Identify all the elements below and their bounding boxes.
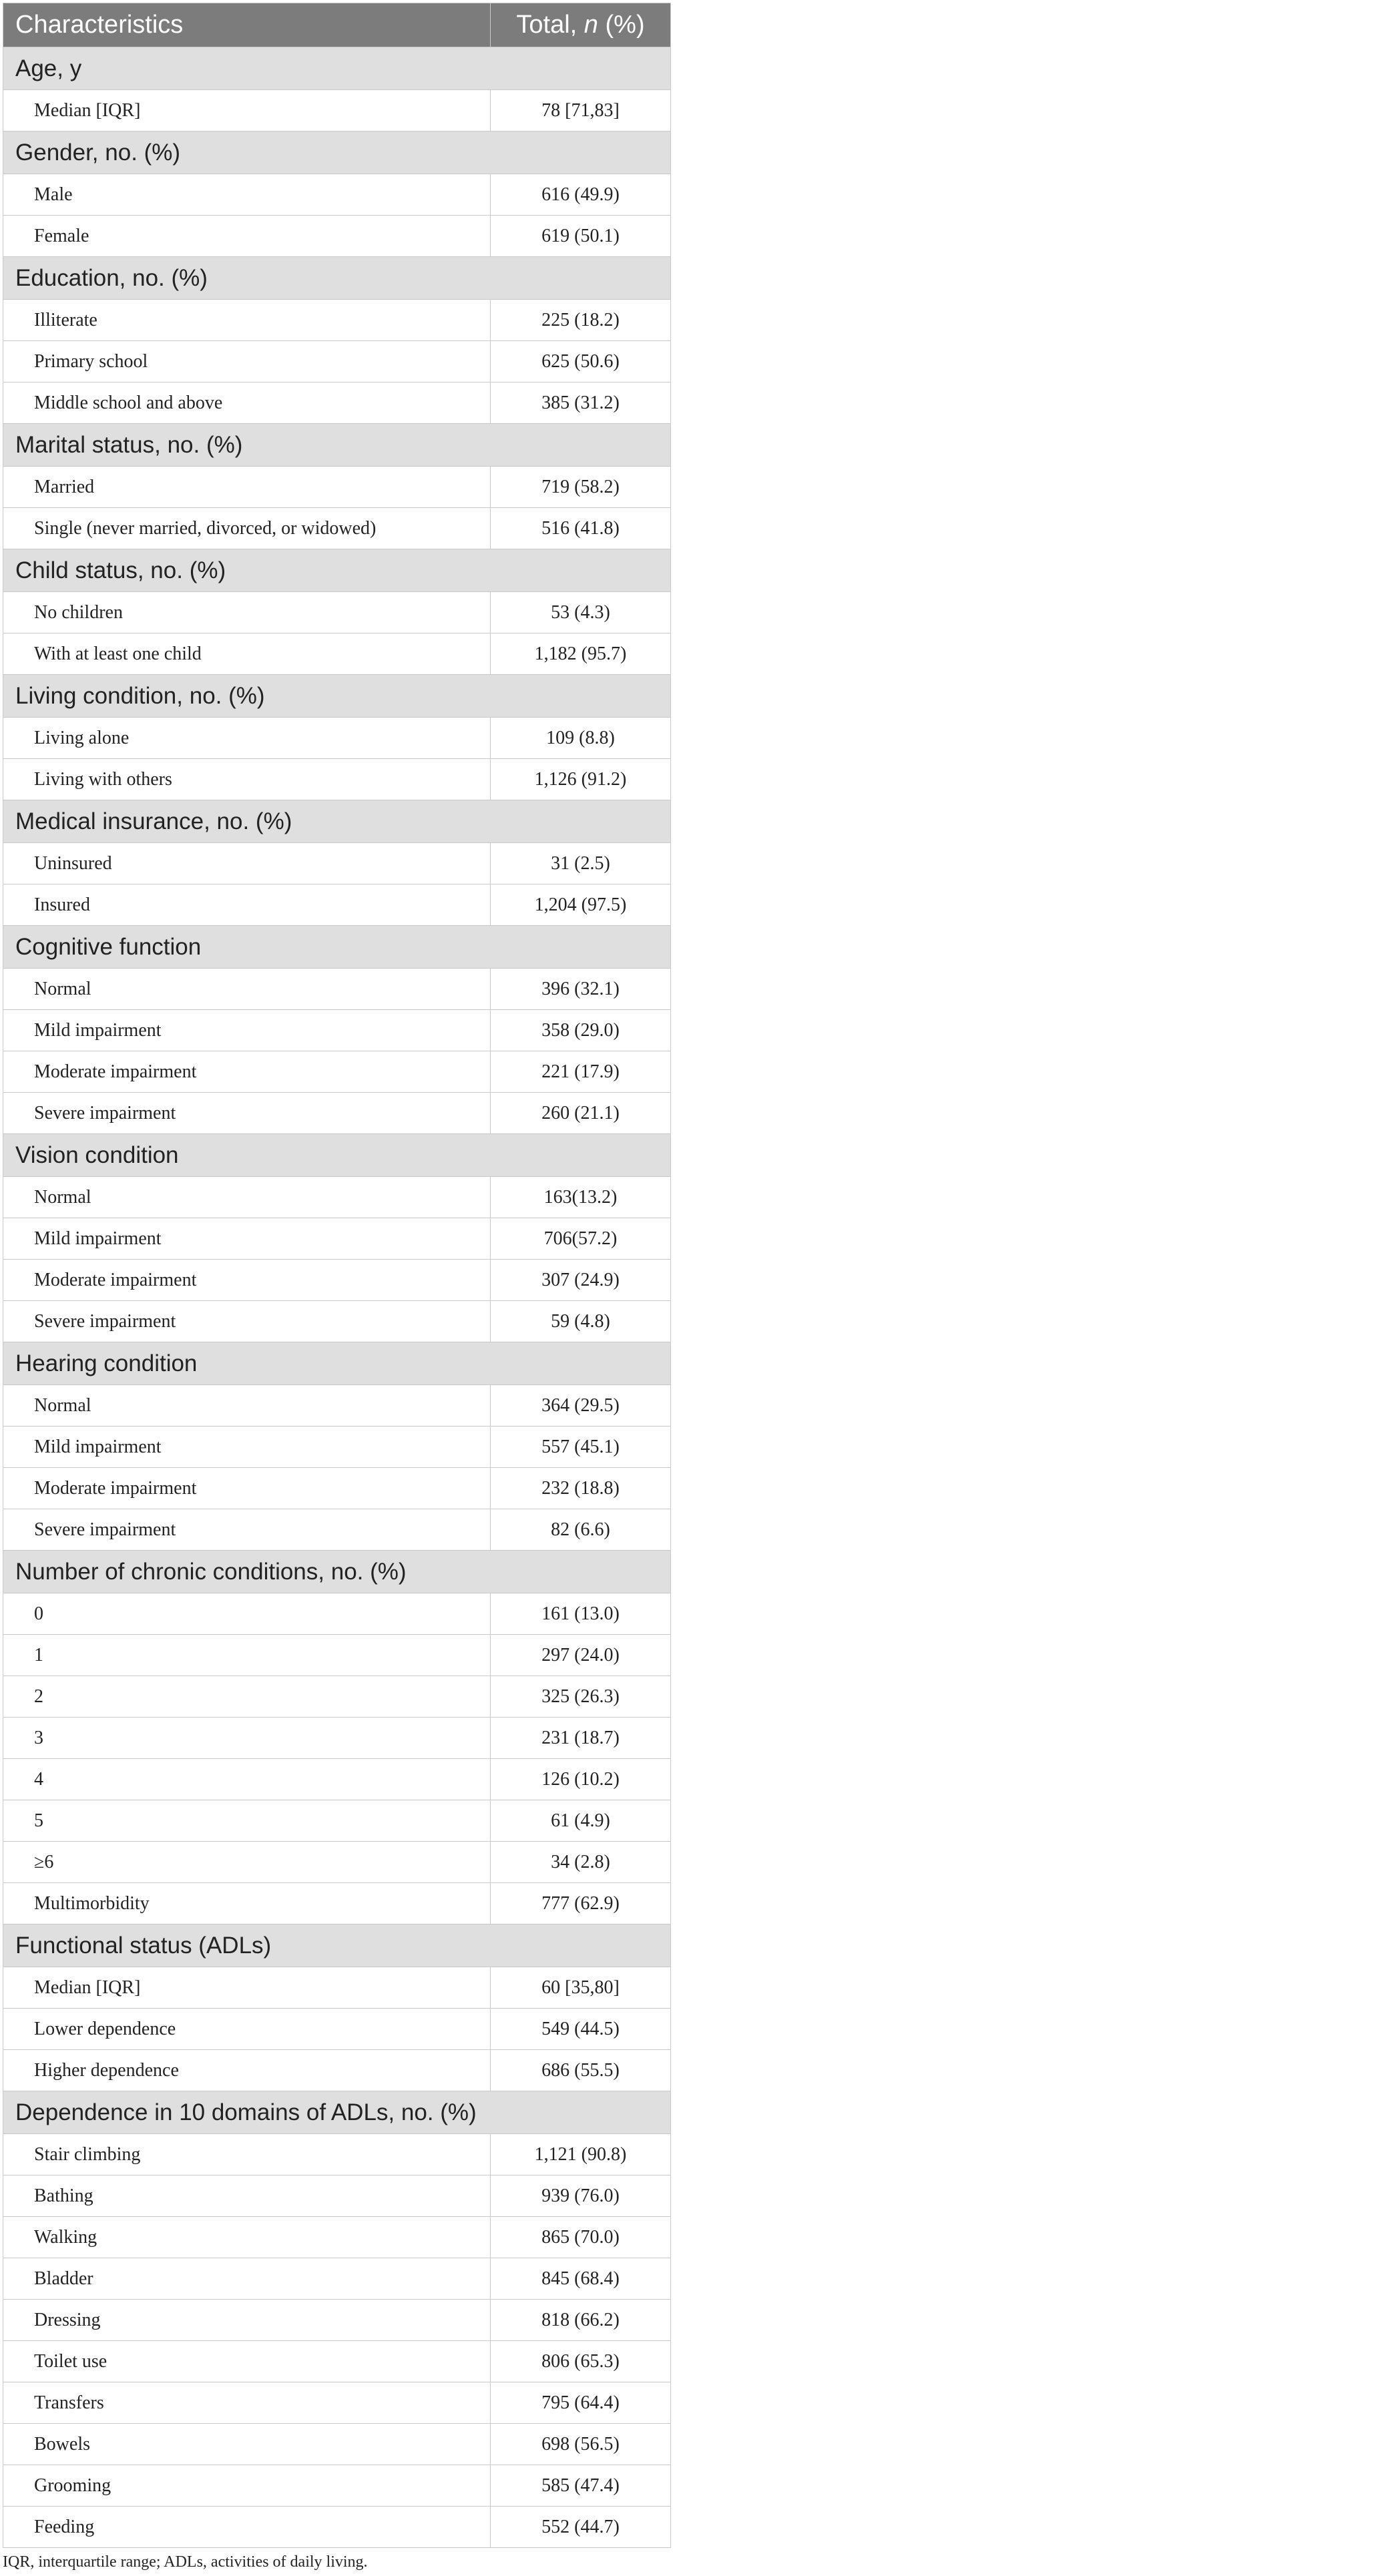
row-value: 34 (2.8) xyxy=(491,1842,671,1883)
table-footnote: IQR, interquartile range; ADLs, activities of daily living. xyxy=(3,2553,368,2571)
row-value: 297 (24.0) xyxy=(491,1635,671,1676)
table-row xyxy=(3,216,671,257)
table-row xyxy=(3,2341,671,2382)
row-value: 818 (66.2) xyxy=(491,2300,671,2341)
header-total-suffix: (%) xyxy=(598,11,645,39)
table-row xyxy=(3,2424,671,2465)
row-label: 2 xyxy=(3,1676,491,1718)
table-row xyxy=(3,1260,671,1301)
row-value: 385 (31.2) xyxy=(491,382,671,424)
row-label: Feeding xyxy=(3,2507,491,2548)
table-row xyxy=(3,1635,671,1676)
table-row xyxy=(3,1010,671,1051)
row-label: 4 xyxy=(3,1759,491,1800)
table-row xyxy=(3,341,671,382)
table-row xyxy=(3,2009,671,2050)
row-label: Living alone xyxy=(3,718,491,759)
row-value: 1,204 (97.5) xyxy=(491,884,671,926)
row-value: 1,182 (95.7) xyxy=(491,633,671,675)
table-row xyxy=(3,1593,671,1635)
row-value: 82 (6.6) xyxy=(491,1509,671,1551)
row-label: Normal xyxy=(3,1177,491,1218)
row-value: 31 (2.5) xyxy=(491,843,671,884)
row-label: Middle school and above xyxy=(3,382,491,424)
table-row xyxy=(3,2217,671,2258)
row-value: 1,121 (90.8) xyxy=(491,2134,671,2175)
row-value: 585 (47.4) xyxy=(491,2465,671,2507)
row-label: Married xyxy=(3,467,491,508)
table-row xyxy=(3,718,671,759)
row-value: 260 (21.1) xyxy=(491,1093,671,1134)
row-label: Severe impairment xyxy=(3,1093,491,1134)
group-row xyxy=(3,424,671,467)
row-value: 619 (50.1) xyxy=(491,216,671,257)
row-label: Moderate impairment xyxy=(3,1468,491,1509)
table-row xyxy=(3,1718,671,1759)
row-label: Insured xyxy=(3,884,491,926)
table-row xyxy=(3,2175,671,2217)
row-value: 364 (29.5) xyxy=(491,1385,671,1427)
row-label: 3 xyxy=(3,1718,491,1759)
group-row xyxy=(3,2091,671,2134)
row-value: 60 [35,80] xyxy=(491,1967,671,2009)
table-row xyxy=(3,633,671,675)
group-label: Gender, no. (%) xyxy=(3,132,671,174)
row-label: Dressing xyxy=(3,2300,491,2341)
table-row xyxy=(3,592,671,633)
group-row xyxy=(3,675,671,718)
row-value: 616 (49.9) xyxy=(491,174,671,216)
row-label: 0 xyxy=(3,1593,491,1635)
row-value: 939 (76.0) xyxy=(491,2175,671,2217)
row-value: 161 (13.0) xyxy=(491,1593,671,1635)
characteristics-table xyxy=(3,3,671,2548)
row-value: 698 (56.5) xyxy=(491,2424,671,2465)
group-label: Functional status (ADLs) xyxy=(3,1924,671,1967)
row-label: 1 xyxy=(3,1635,491,1676)
row-label: Bowels xyxy=(3,2424,491,2465)
row-value: 396 (32.1) xyxy=(491,969,671,1010)
header-total-prefix: Total, xyxy=(516,11,584,39)
table-row xyxy=(3,1385,671,1427)
row-value: 163(13.2) xyxy=(491,1177,671,1218)
group-label: Dependence in 10 domains of ADLs, no. (%) xyxy=(3,2091,671,2134)
row-value: 59 (4.8) xyxy=(491,1301,671,1342)
row-value: 719 (58.2) xyxy=(491,467,671,508)
row-label: Bathing xyxy=(3,2175,491,2217)
row-label: Mild impairment xyxy=(3,1427,491,1468)
table-row xyxy=(3,382,671,424)
table-row xyxy=(3,1883,671,1924)
group-row xyxy=(3,800,671,843)
table-row xyxy=(3,1676,671,1718)
row-label: ≥6 xyxy=(3,1842,491,1883)
table-row xyxy=(3,2507,671,2548)
group-row xyxy=(3,132,671,174)
table-row xyxy=(3,759,671,800)
row-value: 549 (44.5) xyxy=(491,2009,671,2050)
row-value: 865 (70.0) xyxy=(491,2217,671,2258)
row-value: 231 (18.7) xyxy=(491,1718,671,1759)
header-characteristics: Characteristics xyxy=(3,3,491,47)
table-row xyxy=(3,174,671,216)
table-row xyxy=(3,2134,671,2175)
group-row xyxy=(3,47,671,90)
table-container xyxy=(3,3,670,2571)
row-value: 806 (65.3) xyxy=(491,2341,671,2382)
row-label: Severe impairment xyxy=(3,1301,491,1342)
table-row xyxy=(3,1301,671,1342)
table-row xyxy=(3,1177,671,1218)
table-row xyxy=(3,2465,671,2507)
header-total xyxy=(491,3,671,47)
row-value: 795 (64.4) xyxy=(491,2382,671,2424)
table-row xyxy=(3,969,671,1010)
row-label: Grooming xyxy=(3,2465,491,2507)
group-label: Marital status, no. (%) xyxy=(3,424,671,467)
row-label: Transfers xyxy=(3,2382,491,2424)
row-label: Female xyxy=(3,216,491,257)
group-row xyxy=(3,549,671,592)
row-label: Normal xyxy=(3,969,491,1010)
table-row xyxy=(3,2382,671,2424)
row-label: Male xyxy=(3,174,491,216)
row-label: Moderate impairment xyxy=(3,1051,491,1093)
table-row xyxy=(3,1800,671,1842)
row-label: 5 xyxy=(3,1800,491,1842)
table-row xyxy=(3,508,671,549)
row-value: 557 (45.1) xyxy=(491,1427,671,1468)
row-label: Multimorbidity xyxy=(3,1883,491,1924)
row-value: 777 (62.9) xyxy=(491,1883,671,1924)
group-label: Number of chronic conditions, no. (%) xyxy=(3,1551,671,1593)
row-value: 625 (50.6) xyxy=(491,341,671,382)
row-value: 307 (24.9) xyxy=(491,1260,671,1301)
table-row xyxy=(3,1427,671,1468)
row-value: 516 (41.8) xyxy=(491,508,671,549)
row-label: No children xyxy=(3,592,491,633)
row-label: Moderate impairment xyxy=(3,1260,491,1301)
group-label: Education, no. (%) xyxy=(3,257,671,300)
row-label: With at least one child xyxy=(3,633,491,675)
row-label: Living with others xyxy=(3,759,491,800)
row-label: Higher dependence xyxy=(3,2050,491,2091)
table-row xyxy=(3,467,671,508)
group-label: Age, y xyxy=(3,47,671,90)
row-value: 686 (55.5) xyxy=(491,2050,671,2091)
row-value: 225 (18.2) xyxy=(491,300,671,341)
group-label: Hearing condition xyxy=(3,1342,671,1385)
group-row xyxy=(3,1924,671,1967)
row-label: Walking xyxy=(3,2217,491,2258)
group-row xyxy=(3,257,671,300)
table-row xyxy=(3,2300,671,2341)
table-row xyxy=(3,90,671,132)
row-value: 1,126 (91.2) xyxy=(491,759,671,800)
row-label: Severe impairment xyxy=(3,1509,491,1551)
row-value: 552 (44.7) xyxy=(491,2507,671,2548)
row-label: Median [IQR] xyxy=(3,90,491,132)
table-row xyxy=(3,1051,671,1093)
row-value: 61 (4.9) xyxy=(491,1800,671,1842)
row-value: 78 [71,83] xyxy=(491,90,671,132)
group-label: Living condition, no. (%) xyxy=(3,675,671,718)
row-label: Median [IQR] xyxy=(3,1967,491,2009)
row-value: 126 (10.2) xyxy=(491,1759,671,1800)
row-label: Primary school xyxy=(3,341,491,382)
table-row xyxy=(3,2258,671,2300)
group-label: Cognitive function xyxy=(3,926,671,969)
group-row xyxy=(3,1134,671,1177)
table-row xyxy=(3,2050,671,2091)
group-row xyxy=(3,1551,671,1593)
header-total-n: n xyxy=(584,11,598,39)
row-value: 232 (18.8) xyxy=(491,1468,671,1509)
row-value: 325 (26.3) xyxy=(491,1676,671,1718)
group-label: Vision condition xyxy=(3,1134,671,1177)
row-label: Stair climbing xyxy=(3,2134,491,2175)
row-label: Uninsured xyxy=(3,843,491,884)
row-label: Single (never married, divorced, or widowed) xyxy=(3,508,491,549)
row-value: 53 (4.3) xyxy=(491,592,671,633)
table-row xyxy=(3,1093,671,1134)
group-label: Child status, no. (%) xyxy=(3,549,671,592)
row-value: 221 (17.9) xyxy=(491,1051,671,1093)
group-row xyxy=(3,926,671,969)
row-label: Mild impairment xyxy=(3,1218,491,1260)
table-row xyxy=(3,1967,671,2009)
table-header-row xyxy=(3,3,671,47)
row-label: Bladder xyxy=(3,2258,491,2300)
table-row xyxy=(3,1218,671,1260)
row-label: Illiterate xyxy=(3,300,491,341)
table-body xyxy=(3,47,671,2548)
row-value: 845 (68.4) xyxy=(491,2258,671,2300)
table-row xyxy=(3,1842,671,1883)
row-value: 706(57.2) xyxy=(491,1218,671,1260)
group-label: Medical insurance, no. (%) xyxy=(3,800,671,843)
row-label: Mild impairment xyxy=(3,1010,491,1051)
group-row xyxy=(3,1342,671,1385)
table-row xyxy=(3,1509,671,1551)
row-label: Toilet use xyxy=(3,2341,491,2382)
row-value: 358 (29.0) xyxy=(491,1010,671,1051)
row-label: Normal xyxy=(3,1385,491,1427)
table-row xyxy=(3,1759,671,1800)
row-value: 109 (8.8) xyxy=(491,718,671,759)
row-label: Lower dependence xyxy=(3,2009,491,2050)
table-row xyxy=(3,1468,671,1509)
table-row xyxy=(3,300,671,341)
table-row xyxy=(3,884,671,926)
table-row xyxy=(3,843,671,884)
